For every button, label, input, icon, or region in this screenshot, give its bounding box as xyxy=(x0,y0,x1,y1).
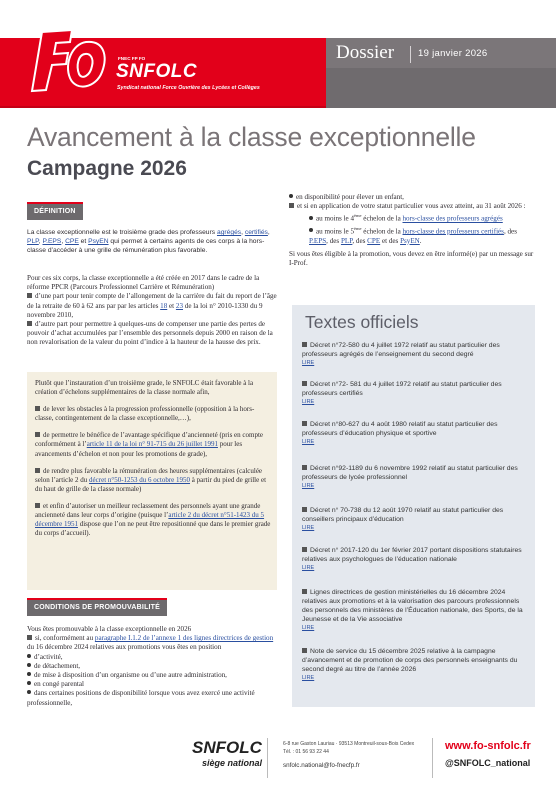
link-hc-agreges[interactable]: hors-classe des professeurs agrégés xyxy=(402,214,503,223)
echelon-item-certifies: au moins le 5ème échelon de la hors-classe des professeurs certifiés, des P.EPS, des PLP, des CPE et des PsyEN. xyxy=(309,225,517,245)
round-bullet-icon xyxy=(309,228,313,232)
header-red-underline xyxy=(0,106,326,108)
texte-item: Décret n°92-1189 du 6 novembre 1992 relatif au statut particulier des professeurs de lycée professionnel LIRE xyxy=(302,464,530,490)
definition-intro: La classe exceptionnelle est le troisième grade des professeurs agrégés, certifiés, PLP, P.EPS, CPE et PsyEN qui permet à certains agents de ces corps à la hors-classe d’accéder à une grille de rémunération plus favorable. xyxy=(27,229,270,255)
definition-intro-text: La classe exceptionnelle est le troisième grade des professeurs xyxy=(27,229,217,236)
link-hc-peps[interactable]: P.EPS xyxy=(309,236,327,245)
eligibility-note: Si vous êtes éligible à la promotion, vous devez en être informé(e) par un message sur I-Prof. xyxy=(289,249,534,267)
conditions-item: en disponibilité pour élever un enfant, xyxy=(289,193,537,202)
square-bullet-icon xyxy=(27,321,32,326)
link-cpe[interactable]: CPE xyxy=(65,238,79,246)
lire-link[interactable]: LIRE xyxy=(302,625,315,631)
link-decret-50-1253[interactable]: décret n°50-1253 du 6 octobre 1950 xyxy=(89,475,191,484)
square-bullet-icon xyxy=(302,507,307,512)
lire-link[interactable]: LIRE xyxy=(302,675,315,681)
texte-item: Note de service du 15 décembre 2025 relative à la campagne d’avancement et de promotion de corps des personnels enseignants du second degré au titre de l’année 2026 LIRE xyxy=(302,647,530,682)
fnec-label: FNEC FP FO xyxy=(118,56,146,61)
round-bullet-icon xyxy=(27,663,31,667)
footer-phone: Tél. : 01 56 93 22 44 xyxy=(283,749,329,755)
conditions-item: de mise à disposition d’un organisme ou d’une autre administration, xyxy=(27,671,277,680)
definition-paragraph: Pour ces six corps, la classe exceptionnelle a été créée en 2017 dans le cadre de la réforme PPCR (Parcours Professionnel Carrière et Rémunération) xyxy=(27,274,260,292)
square-bullet-icon xyxy=(35,406,40,411)
lire-link[interactable]: LIRE xyxy=(302,360,315,366)
square-bullet-icon xyxy=(302,381,307,386)
conditions-intro: Vous êtes promouvable à la classe exceptionnelle en 2026 xyxy=(27,625,192,633)
lire-link[interactable]: LIRE xyxy=(302,399,315,405)
conditions-item: de détachement, xyxy=(27,662,277,671)
textes-officiels-title: Textes officiels xyxy=(305,312,419,332)
link-article-18[interactable]: 18 xyxy=(160,301,168,310)
definition-body xyxy=(27,274,277,348)
header-divider xyxy=(410,46,411,63)
square-bullet-icon xyxy=(302,421,307,426)
conditions-badge: CONDITIONS DE PROMOUVABILITÉ xyxy=(27,600,167,616)
footer-divider xyxy=(267,738,268,778)
link-hc-psyen[interactable]: PsyEN xyxy=(400,236,420,245)
page-title: Avancement à la classe exceptionnelle xyxy=(27,122,476,152)
link-hc-certifies[interactable]: hors-classe des professeurs certifiés xyxy=(402,227,504,236)
header-tagline: Syndicat national Force Ouvrière des Lycées et Collèges xyxy=(117,85,260,91)
link-article-23[interactable]: 23 xyxy=(175,301,184,310)
square-bullet-icon xyxy=(27,635,32,640)
issue-date: 19 janvier 2026 xyxy=(418,48,488,59)
position-item-1: de lever les obstacles à la progression professionnelle (opposition à la hors-classe, contingentement de la classe exceptionnelle,…), xyxy=(35,405,255,423)
section-label: Dossier xyxy=(336,42,395,63)
footer-logo: SNFOLC xyxy=(192,738,262,757)
footer-siege: siège national xyxy=(202,758,263,768)
position-item-4: et enfin d’autoriser un meilleur reclassement des personnels ayant une grande ancienneté dans leur corps d’origine (puisque l’article 2 du décret n°51-1423 du 5 décembre 1951 dispose que l’on ne peut être repositionné que dans le premier grade du corps d’accueil). xyxy=(35,501,271,538)
square-bullet-icon xyxy=(302,589,307,594)
conditions-item: dans certaines positions de disponibilité lorsque vous avez exercé une activité professionnelle, xyxy=(27,689,255,707)
link-decret-51-1423[interactable]: article 2 du décret n°51-1423 du 5 décembre 1951 xyxy=(35,511,265,529)
link-loi-91-715[interactable]: article 11 de la loi n° 91-715 du 26 juillet 1991 xyxy=(86,440,218,449)
texte-item: Décret n°72- 581 du 4 juillet 1972 relatif au statut particulier des professeurs certifiés LIRE xyxy=(302,380,530,406)
texte-item: Décret n° 70-738 du 12 août 1970 relatif au statut particulier des conseillers principaux d’éducation LIRE xyxy=(302,506,530,532)
link-peps[interactable]: P.EPS xyxy=(42,238,62,246)
snfolc-wordmark: SNFOLC xyxy=(116,61,198,82)
snfolc-position-box xyxy=(27,372,277,590)
texte-item: Décret n°72-580 du 4 juillet 1972 relatif au statut particulier des professeurs agrégés de l’enseignement du second degré LIRE xyxy=(302,341,530,367)
conditions-lignes: si, conformément au paragraphe I.1.2 de l’annexe 1 des lignes directrices de gestion du 16 décembre 2024 relatives aux promotions vous êtes en position xyxy=(27,634,274,652)
square-bullet-icon xyxy=(302,648,307,653)
link-psyen[interactable]: PsyEN xyxy=(88,238,109,246)
square-bullet-icon xyxy=(302,342,307,347)
round-bullet-icon xyxy=(27,690,31,694)
conditions-item: d’activité, xyxy=(27,653,277,662)
square-bullet-icon xyxy=(27,293,32,298)
footer-email[interactable]: snfolc.national@fo-fnecfp.fr xyxy=(283,762,360,769)
conditions-item: en congé parental xyxy=(27,680,277,689)
texte-item: Lignes directrices de gestion ministérielles du 16 décembre 2024 relatives aux promotions et à la valorisation des parcours professionnels des personnels des ministères de l’Éducation nationale, des Sports, de la Jeunesse et de la Vie associative LIRE xyxy=(302,588,530,632)
footer-divider xyxy=(432,738,433,778)
texte-item: Décret n°80-627 du 4 août 1980 relatif au statut particulier des professeurs d’éducation physique et sportive LIRE xyxy=(302,420,530,446)
link-hc-plp[interactable]: PLP xyxy=(340,236,353,245)
link-hc-cpe[interactable]: CPE xyxy=(367,236,381,245)
lire-link[interactable]: LIRE xyxy=(302,439,315,445)
footer-twitter-handle[interactable]: @SNFOLC_national xyxy=(445,758,531,768)
lire-link[interactable]: LIRE xyxy=(302,565,315,571)
fo-logo xyxy=(28,28,110,94)
link-plp[interactable]: PLP xyxy=(27,238,39,246)
square-bullet-icon xyxy=(302,465,307,470)
page-subtitle: Campagne 2026 xyxy=(27,157,187,180)
footer-address: 6-8 rue Gaston Lauriau · 93513 Montreuil-sous-Bois Cedex xyxy=(283,741,415,747)
position-item-2: de permettre le bénéfice de l’avantage spécifique d’ancienneté (pris en compte conformément à l’article 11 de la loi n° 91-715 du 26 juillet 1991 pour les avancements d’échelon et non pour les promotions de grade), xyxy=(35,431,263,458)
texte-item: Décret n° 2017-120 du 1er février 2017 portant dispositions statutaires relatives aux psychologues de l’éducation nationale LIRE xyxy=(302,546,530,572)
link-lignes-directrices[interactable]: paragraphe I.1.2 de l’annexe 1 des lignes directrices de gestion xyxy=(94,634,274,643)
round-bullet-icon xyxy=(27,672,31,676)
statut-condition: et si en application de votre statut particulier vous avez atteint, au 31 août 2026 : xyxy=(289,202,537,211)
square-bullet-icon xyxy=(35,468,40,473)
square-bullet-icon xyxy=(35,432,40,437)
round-bullet-icon xyxy=(289,194,293,198)
lire-link[interactable]: LIRE xyxy=(302,525,315,531)
conditions-continued xyxy=(289,193,537,268)
square-bullet-icon xyxy=(302,547,307,552)
lire-link[interactable]: LIRE xyxy=(302,483,315,489)
link-agreges[interactable]: agrégés xyxy=(216,229,242,236)
echelon-item-agreges: au moins le 4ème échelon de la hors-classe des professeurs agrégés xyxy=(289,211,537,224)
square-bullet-icon xyxy=(35,503,40,508)
round-bullet-icon xyxy=(309,216,313,220)
position-intro: Plutôt que l’instauration d’un troisième grade, le SNFOLC était favorable à la création d’échelons supplémentaires de la classe normale afin, xyxy=(35,379,254,397)
position-item-3: de rendre plus favorable la rémunération des heures supplémentaires (calculée selon l’article 2 du décret n°50-1253 du 6 octobre 1950 à partir du pied de grille et du haut de grille de la classe normale) xyxy=(35,466,267,493)
conditions-body xyxy=(27,625,277,708)
definition-badge: DÉFINITION xyxy=(27,204,83,220)
link-certifies[interactable]: certifiés xyxy=(244,229,268,236)
round-bullet-icon xyxy=(27,654,31,658)
round-bullet-icon xyxy=(27,681,31,685)
definition-reason-2: d’autre part pour permettre à quelques-uns de compenser une partie des pertes de pouvoir d’achat accumulées par l’ensemble des personnels depuis 2000 en raison de la non revalorisation de la valeur du point d’indice à la hauteur de la hausse des prix. xyxy=(27,320,273,347)
footer-website-link[interactable]: www.fo-snfolc.fr xyxy=(445,740,531,752)
definition-reason-1: d’une part pour tenir compte de l’allongement de la carrière du fait du report de l’âge de la retraite de 60 à 62 ans par par les articles 18 et 23 de la loi n° 2010-1330 du 9 novembre 2010, xyxy=(27,292,277,319)
square-bullet-icon xyxy=(289,203,294,208)
